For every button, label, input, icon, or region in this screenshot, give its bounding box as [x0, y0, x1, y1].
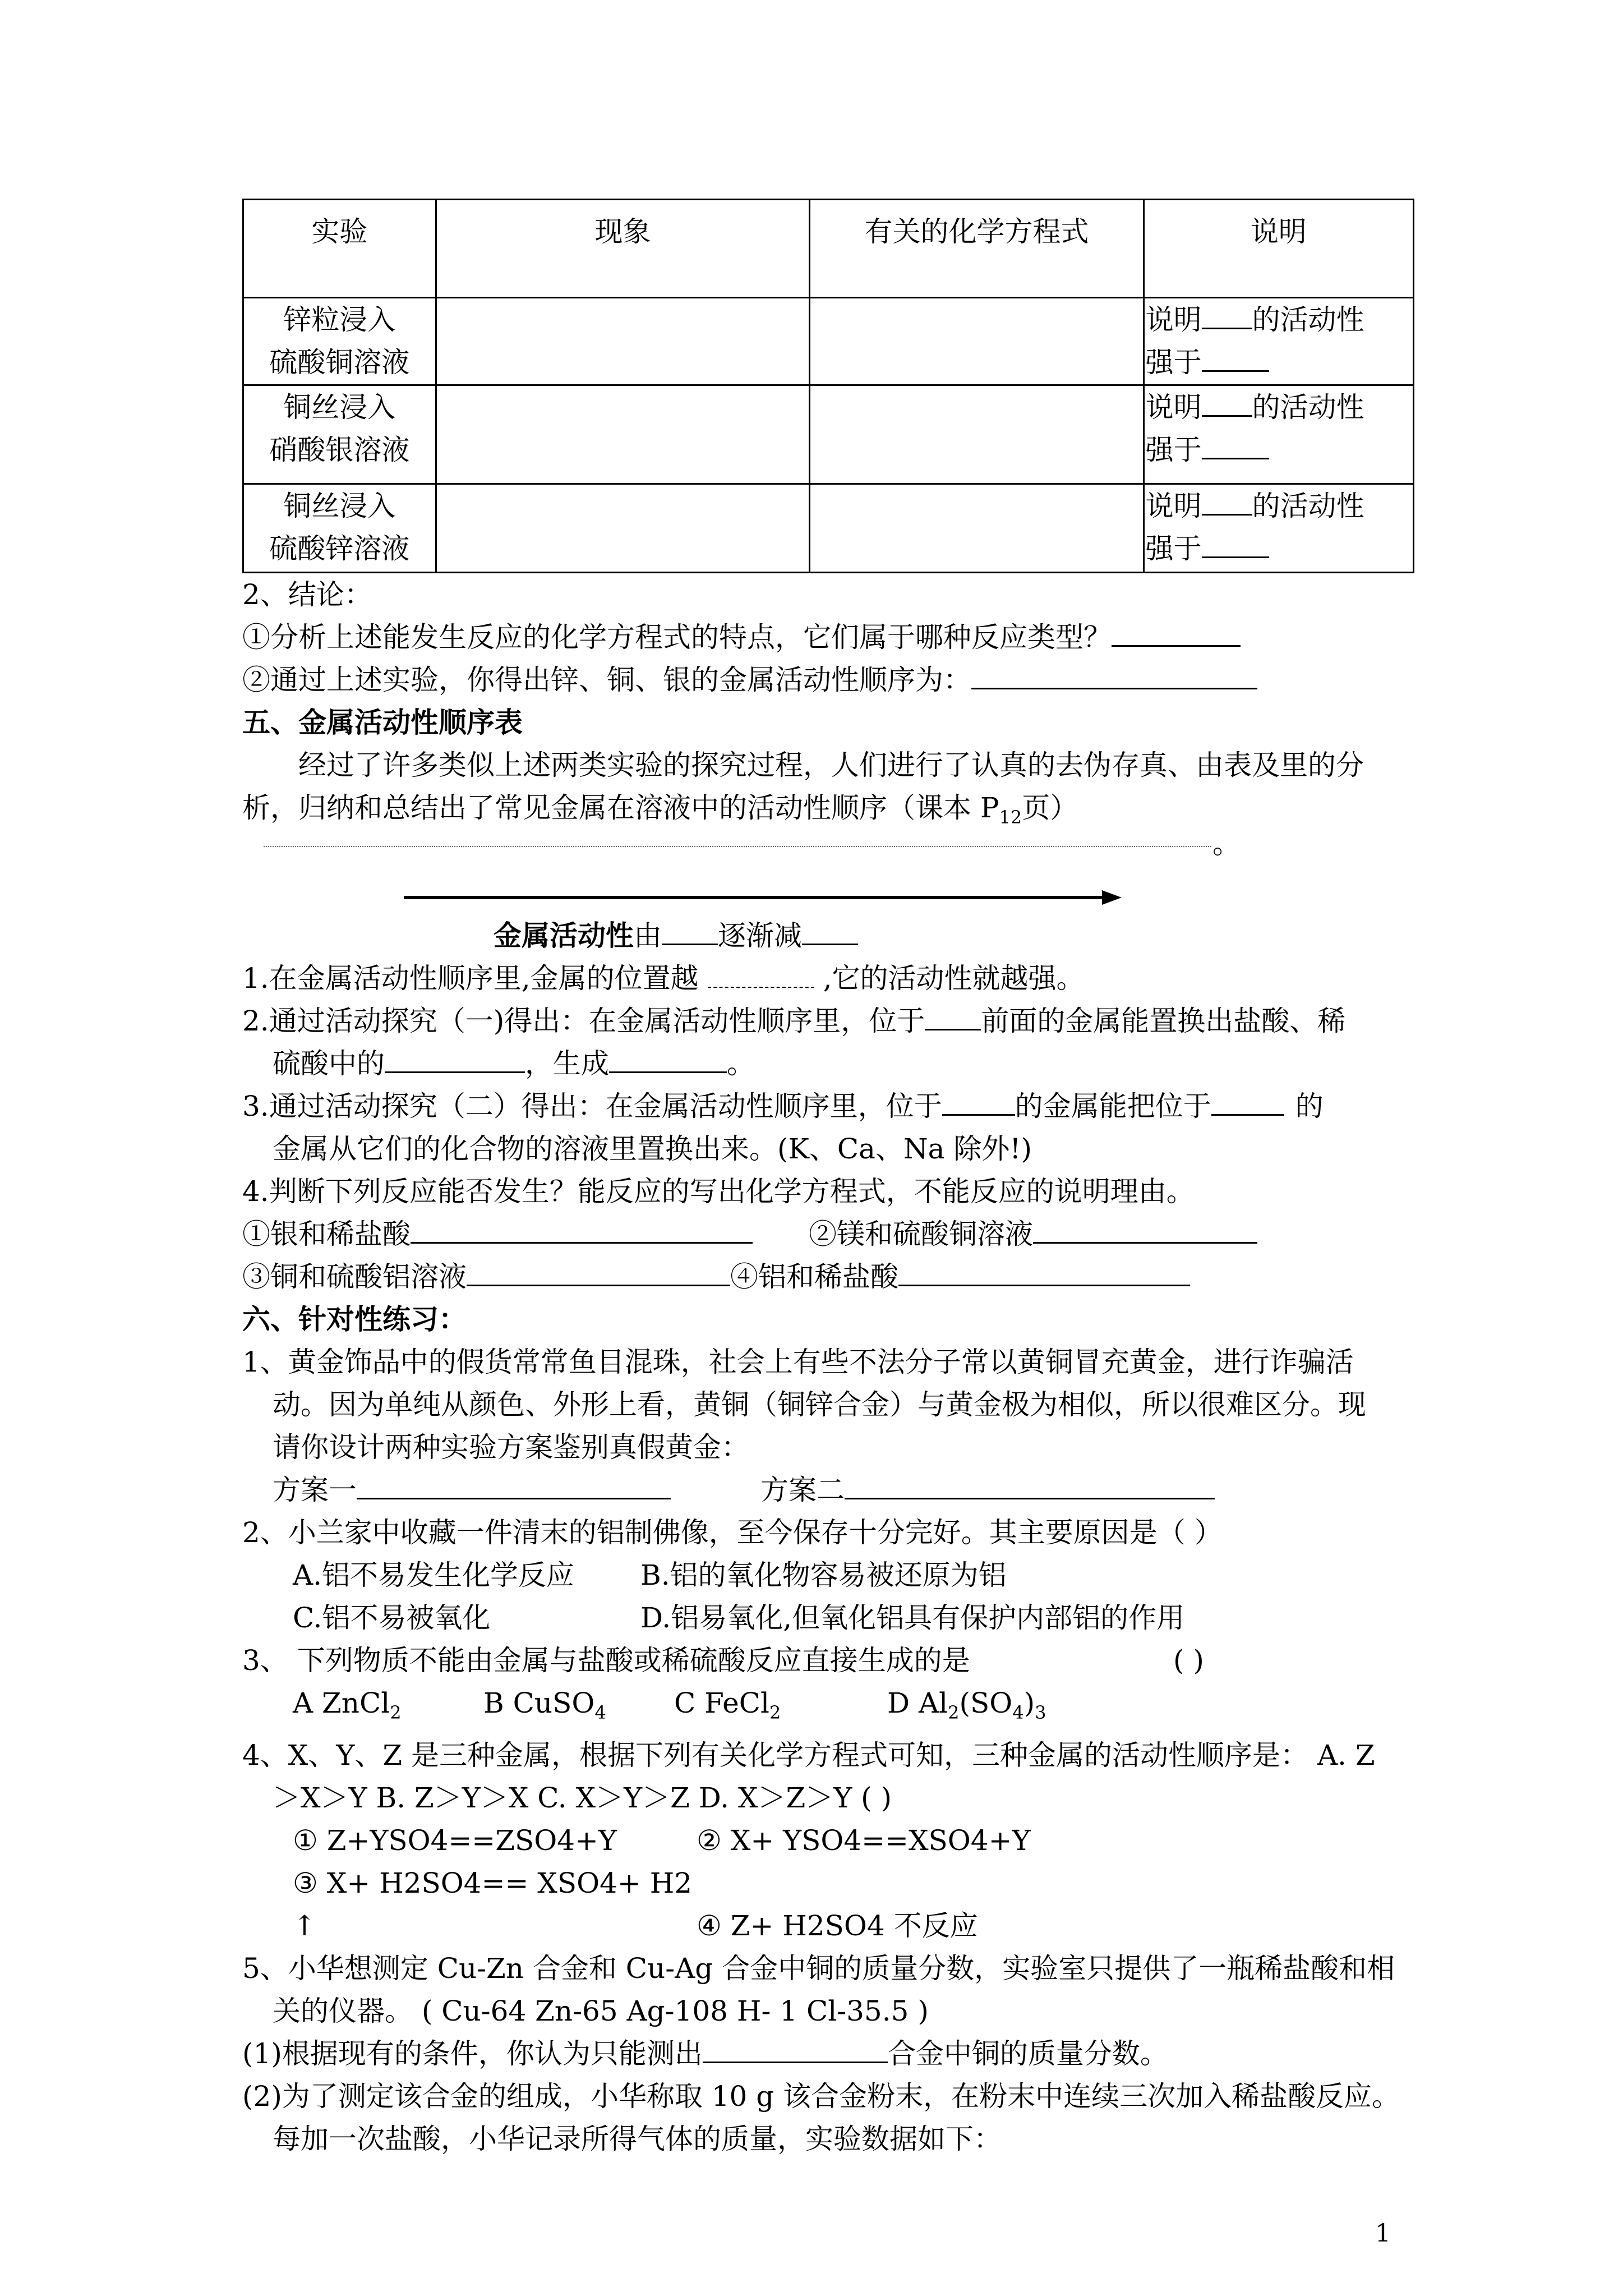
conclusion-heading: 2、结论：: [242, 578, 372, 611]
q5-part2-line2: 每加一次盐酸，小华记录所得气体的质量，实验数据如下：: [273, 2123, 1002, 2155]
experiment-cell: 铜丝浸入 硫酸锌溶液: [243, 484, 436, 573]
equation-cell[interactable]: [810, 484, 1144, 573]
explanation-cell: 说明 的活动性 强于: [1144, 385, 1413, 484]
equation-cell[interactable]: [810, 385, 1144, 484]
section-five: [242, 701, 1414, 839]
blank[interactable]: [411, 1214, 753, 1244]
section-five-points: [242, 957, 1414, 1298]
blank[interactable]: [845, 1470, 1215, 1499]
table-row: [243, 484, 1414, 573]
blank[interactable]: [1202, 486, 1252, 516]
table-row: [243, 298, 1414, 385]
explanation-cell: 说明 的活动性 强于: [1144, 298, 1413, 385]
plans-row: 方案一 方案二: [242, 1469, 1414, 1511]
point-2-line2: 硫酸中的 ，生成 。: [242, 1042, 1414, 1085]
explanation-cell: 说明 的活动性 强于: [1144, 484, 1413, 573]
equation-cell[interactable]: [810, 298, 1144, 385]
q4-equations-row1: ① Z+YSO4==ZSO4+Y ② X+ YSO4==XSO4+Y: [293, 1824, 1031, 1857]
arrow-label: 金属活动性由 逐渐减: [494, 914, 858, 957]
section-five-para-line2: 析，归纳和总结出了常见金属在溶液中的活动性顺序（课本 $P_{12}$页）: [242, 792, 1078, 828]
section-six-title: 六、针对性练习：: [242, 1303, 467, 1336]
q4-equations-row2: ③ X+ H2SO4== XSO4+ H2 ↑ ④ Z+ H2SO4 不反应: [293, 1867, 978, 1942]
table-header-row: [243, 200, 1414, 298]
section-six: [242, 1298, 1414, 2160]
experiment-table: [242, 199, 1414, 573]
blank[interactable]: [802, 915, 858, 945]
blank[interactable]: [1202, 430, 1269, 459]
conclusion-q2: ②通过上述实验，你得出锌、铜、银的金属活动性顺序为：: [242, 659, 1414, 701]
dotted-line-end: 。: [1212, 827, 1241, 860]
blank[interactable]: [971, 660, 1257, 689]
reaction-row-1: ①银和稀盐酸 ②镁和硫酸铜溶液: [242, 1213, 1414, 1255]
q5-line1: 5、小华想测定 Cu-Zn 合金和 Cu-Ag 合金中铜的质量分数，实验室只提供了一瓶稀盐酸和相: [242, 1952, 1395, 1985]
q1-line1: 1、黄金饰品中的假货常常鱼目混珠，社会上有些不法分子常以黄铜冒充黄金，进行诈骗活: [242, 1346, 1354, 1378]
header-phenomenon: 现象: [436, 200, 810, 298]
phenomenon-cell[interactable]: [436, 484, 810, 573]
blank[interactable]: [925, 1001, 981, 1030]
blank[interactable]: [662, 915, 718, 945]
q1-line3: 请你设计两种实验方案鉴别真假黄金：: [273, 1431, 749, 1464]
blank[interactable]: [703, 2033, 888, 2063]
point-2-line1: 2.通过活动探究（一)得出：在金属活动性顺序里，位于 前面的金属能置换出盐酸、稀: [242, 1000, 1414, 1042]
point-3-line1: 3.通过活动探究（二）得出：在金属活动性顺序里，位于 的金属能把位于 的: [242, 1085, 1414, 1128]
blank[interactable]: [385, 1043, 525, 1073]
experiment-cell: 铜丝浸入 硝酸银溶液: [243, 385, 436, 484]
q1-line2: 动。因为单纯从颜色、外形上看，黄铜（铜锌合金）与黄金极为相似，所以很难区分。现: [273, 1388, 1366, 1421]
header-explanation: 说明: [1144, 200, 1413, 298]
blank[interactable]: [1202, 342, 1269, 372]
q2: 2、小兰家中收藏一件清末的铝制佛像，至今保存十分完好。其主要原因是（ ）: [242, 1516, 1223, 1549]
q5-line2: 关的仪器。 ( Cu-64 Zn-65 Ag-108 H- 1 Cl-35.5 ): [273, 1995, 929, 2027]
q4-line2: ＞X＞Y B. Z＞Y＞X C. X＞Y＞Z D. X＞Z＞Y ( ): [273, 1782, 892, 1814]
q3: 3、 下列物质不能由金属与盐酸或稀硫酸反应直接生成的是 ( ): [242, 1644, 1204, 1677]
table-row: [243, 385, 1414, 484]
section-five-title: 五、金属活动性顺序表: [242, 706, 523, 739]
q2-options-row1: A.铝不易发生化学反应 B.铝的氧化物容易被还原为铝: [293, 1559, 1007, 1591]
header-equation: 有关的化学方程式: [810, 200, 1144, 298]
blank[interactable]: [609, 1043, 727, 1073]
q4-line1: 4、X、Y、Z 是三种金属，根据下列有关化学方程式可知，三种金属的活动性顺序是： A. Z: [242, 1739, 1375, 1772]
blank[interactable]: [942, 1086, 1015, 1116]
blank[interactable]: [1211, 1086, 1284, 1116]
section-five-para-line1: 经过了许多类似上述两类实验的探究过程，人们进行了认真的去伪存真、由表及里的分: [298, 749, 1364, 781]
phenomenon-cell[interactable]: [436, 298, 810, 385]
dotted-answer-line[interactable]: [264, 846, 1211, 848]
point-1: 1.在金属活动性顺序里,金属的位置越 ,它的活动性就越强。: [242, 962, 1085, 995]
conclusion-section: [242, 573, 1414, 701]
blank[interactable]: [708, 961, 814, 988]
blank[interactable]: [467, 1257, 730, 1286]
experiment-cell: 锌粒浸入 硫酸铜溶液: [243, 298, 436, 385]
blank[interactable]: [357, 1470, 671, 1499]
conclusion-q1: ①分析上述能发生反应的化学方程式的特点，它们属于哪种反应类型？: [242, 616, 1414, 659]
activity-arrow-icon: [404, 889, 1122, 906]
blank[interactable]: [1202, 387, 1252, 417]
blank[interactable]: [1202, 300, 1252, 329]
blank[interactable]: [1202, 528, 1269, 558]
blank[interactable]: [898, 1257, 1190, 1286]
point-3-line2: 金属从它们的化合物的溶液里置换出来。(K、Ca、Na 除外!): [273, 1133, 1032, 1165]
q5-part2-line1: (2)为了测定该合金的组成，小华称取 10 g 该合金粉末，在粉末中连续三次加入稀盐酸反应。: [242, 2080, 1400, 2113]
q3-options: A ZnCl$_2$ B CuSO$_4$ C FeCl$_2$ D $Al_2(SO_4)_3$: [293, 1687, 1046, 1723]
reaction-row-2: ③铜和硫酸铝溶液 ④铝和稀盐酸: [242, 1255, 1414, 1298]
q5-part1: (1)根据现有的条件，你认为只能测出 合金中铜的质量分数。: [242, 2032, 1414, 2075]
q2-options-row2: C.铝不易被氧化 D.铝易氧化,但氧化铝具有保护内部铝的作用: [293, 1602, 1185, 1634]
phenomenon-cell[interactable]: [436, 385, 810, 484]
blank[interactable]: [1112, 617, 1241, 647]
blank[interactable]: [1033, 1214, 1257, 1244]
header-experiment: 实验: [243, 200, 436, 298]
point-4: 4.判断下列反应能否发生？能反应的写出化学方程式，不能反应的说明理由。: [242, 1175, 1195, 1208]
page-number: 1: [1375, 2219, 1391, 2248]
